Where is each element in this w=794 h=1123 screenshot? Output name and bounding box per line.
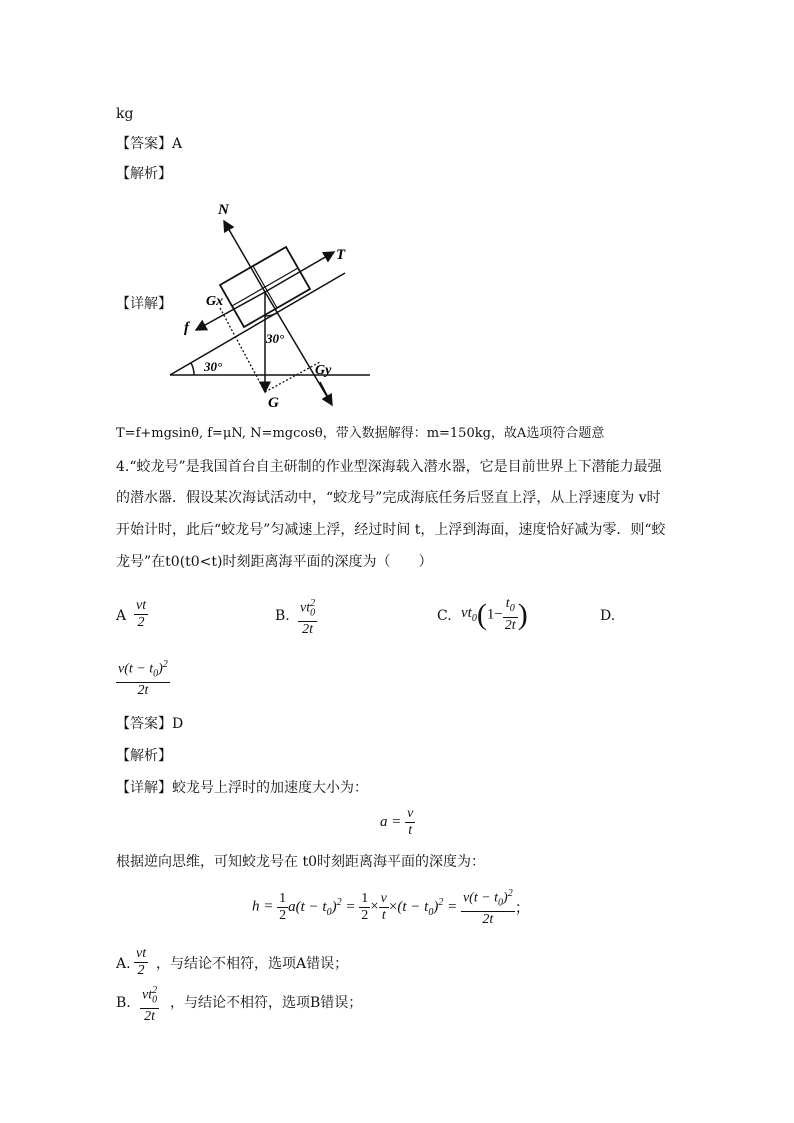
depth-equation: h = $\frac{1}{2}$ $a(t - t_0)^2$ = $\frac{1}{2}$ × $\frac{v}{t}$ $\times(t - t_0)^2$ = $\frac{v(t - t_0)^2}{2t}$ ； (252, 888, 530, 928)
q3-answer: 【答案】A (116, 136, 183, 152)
judge-a-prefix: A. (116, 956, 131, 972)
judge-b-prefix: B. (116, 995, 131, 1011)
q4-analysis: 【解析】 (116, 748, 172, 764)
label-Gy: Gy (315, 363, 332, 378)
q4-option-a-formula: $\frac{vt}{2}$ (136, 598, 147, 630)
unit-kg: kg (116, 106, 134, 122)
judge-b-formula: $\frac{vt_0^2}{2t}$ (142, 985, 158, 1025)
label-T: T (336, 247, 346, 263)
q4-option-c-label: C. (437, 608, 452, 624)
q4-option-d-label: D. (600, 608, 616, 624)
q4-line1: 4.“蛟龙号”是我国首台自主研制的作业型深海载入潜水器，它是目前世界上下潜能力最强 (116, 459, 662, 475)
label-30-bottom: 30° (204, 359, 223, 374)
q4-answer: 【答案】D (116, 716, 184, 732)
q4-option-d-formula: $\frac{v(t - t_0)^2}{2t}$ (118, 659, 168, 699)
q3-formula: T=f+mgsinθ, f=μN, N=mgcosθ，带入数据解得：m=150kg，故A选项符合题意 (116, 426, 605, 441)
label-N: N (218, 202, 229, 218)
q4-line4: 龙号”在t0(t0<t)时刻距离海平面的深度为（ ） (116, 554, 433, 570)
judge-a-formula: $\frac{vt}{2}$ (136, 946, 147, 978)
q4-option-b-formula: $\frac{vt_0^2}{2t}$ (300, 598, 316, 638)
force-diagram (160, 195, 380, 420)
q4-option-b-label: B. (275, 608, 290, 624)
q4-reverse-text: 根据逆向思维，可知蛟龙号在 t0时刻距离海平面的深度为： (116, 854, 485, 870)
q4-line2: 的潜水器．假设某次海试活动中，“蛟龙号”完成海底任务后竖直上浮，从上浮速度为 v时 (116, 490, 661, 506)
q3-analysis: 【解析】 (116, 166, 172, 182)
q4-option-c-formula: $vt_0(1-$ $\frac{t_0}{2t}$ ) (461, 596, 528, 633)
q4-option-a-label: A (116, 608, 127, 624)
q3-detail-tag: 【详解】 (116, 296, 172, 312)
label-30-top: 30° (266, 331, 285, 346)
label-Gx: Gx (206, 294, 224, 309)
label-f: f (184, 320, 189, 336)
label-G: G (268, 395, 279, 411)
judge-a-text: ，与结论不相符，选项A错误； (156, 956, 349, 972)
q4-detail: 【详解】蛟龙号上浮时的加速度大小为： (116, 780, 368, 796)
judge-b-text: ，与结论不相符，选项B错误； (170, 995, 363, 1011)
q4-line3: 开始计时，此后“蛟龙号”匀减速上浮，经过时间 t，上浮到海面，速度恰好减为零．则“蛟 (116, 522, 666, 538)
accel-equation: a = $\frac{v}{t}$ (380, 806, 414, 838)
